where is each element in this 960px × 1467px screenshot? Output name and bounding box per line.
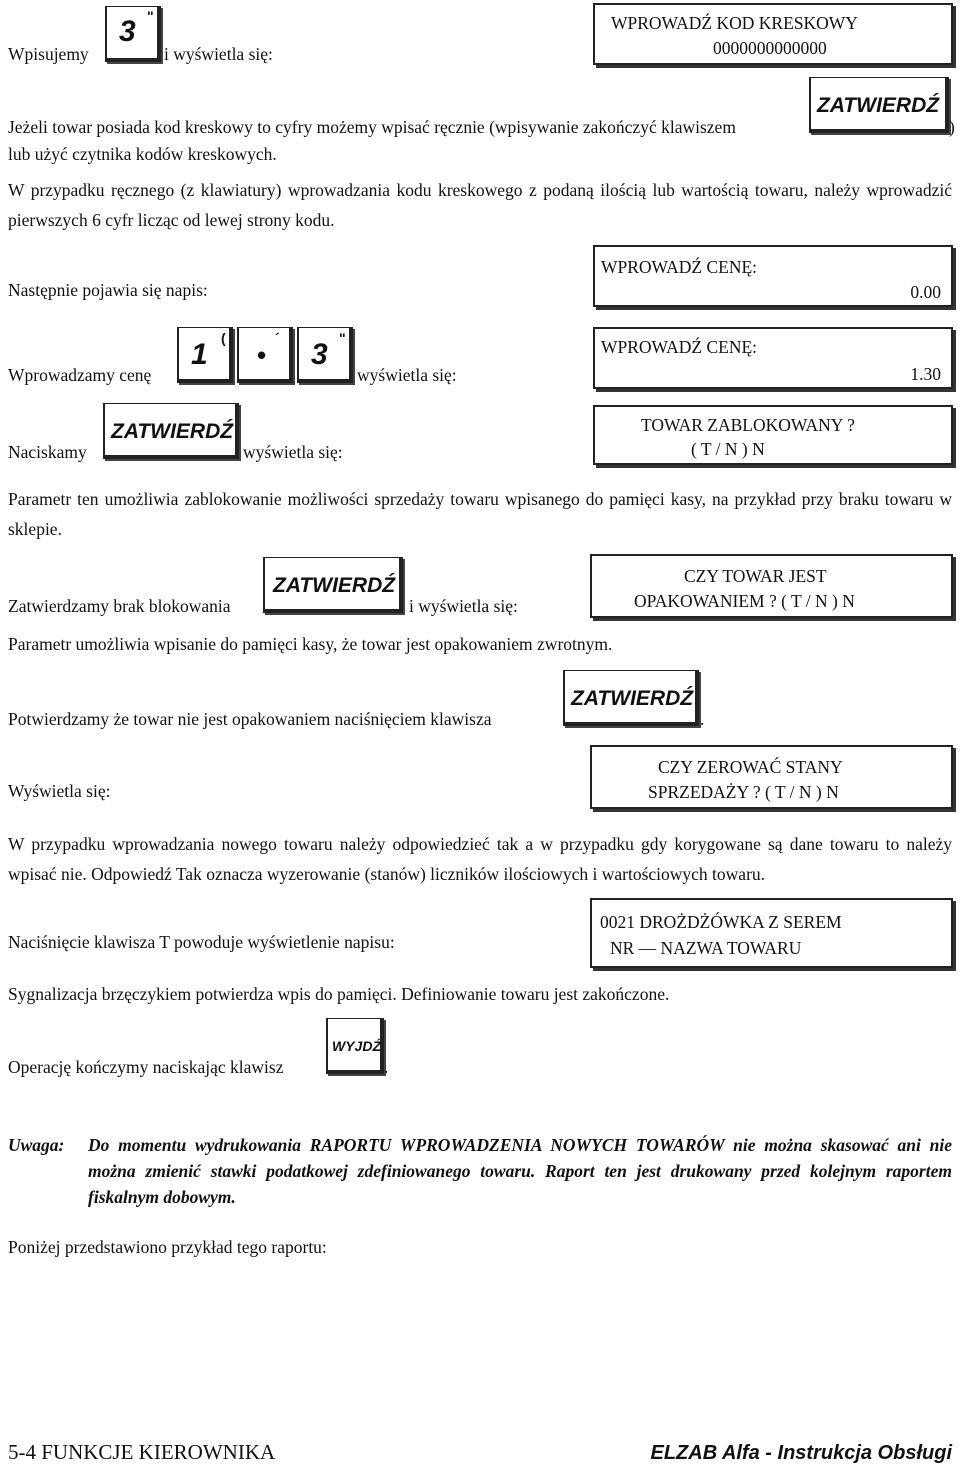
display-line-1: CZY TOWAR JEST	[684, 566, 827, 586]
display-packaging	[590, 554, 953, 618]
step1-suffix: i wyświetla się:	[164, 44, 273, 64]
para7: Poniżej przedstawiono przykład tego raportu:	[8, 1237, 327, 1257]
display-line-1: WPROWADŹ CENĘ:	[601, 257, 758, 277]
step6-prefix: Potwierdzamy że towar nie jest opakowaniem naciśnięciem klawisza	[8, 709, 492, 729]
display-line-2: OPAKOWANIEM ? ( T / N ) N	[634, 591, 855, 611]
key-label: •	[257, 340, 267, 370]
display-item-name	[590, 898, 953, 968]
display-price-empty	[593, 245, 953, 307]
display-barcode	[593, 3, 953, 65]
key-mark: "	[339, 330, 346, 346]
display-line-2: 0000000000000	[713, 38, 827, 58]
footer-manual-title: ELZAB Alfa - Instrukcja Obsługi	[650, 1442, 952, 1464]
zatwierdz-key	[809, 77, 949, 133]
display-line-1: TOWAR ZABLOKOWANY ?	[641, 415, 855, 435]
display-reset-sales	[590, 745, 953, 809]
footer-section: 5-4 FUNKCJE KIEROWNIKA	[8, 1440, 276, 1464]
para3: Parametr ten umożliwia zablokowanie możliwości sprzedaży towaru wpisanego do pamięci kasy, na przykład przy braku towaru w sklepie.	[8, 489, 952, 539]
zatwierdz-key	[263, 557, 403, 613]
display-value: 0.00	[910, 282, 941, 302]
key-label: 3	[311, 338, 328, 371]
step5-suffix: i wyświetla się:	[409, 596, 518, 616]
key-mark: "	[147, 8, 154, 24]
step7-text: Wyświetla się:	[8, 781, 111, 801]
step4-suffix: wyświetla się:	[243, 442, 343, 462]
para1-text: Jeżeli towar posiada kod kreskowy to cyfry możemy wpisać ręcznie (wpisywanie zakończyć klawiszem	[8, 117, 736, 137]
step1-prefix: Wpisujemy	[8, 44, 89, 64]
key-label: ZATWIERDŹ	[111, 420, 234, 443]
zatwierdz-key	[563, 670, 699, 726]
step4-prefix: Naciskamy	[8, 442, 87, 462]
wyjdz-key	[326, 1018, 384, 1074]
display-value: 1.30	[910, 364, 941, 384]
para1-close: )	[949, 117, 955, 137]
step9-prefix: Operację kończymy naciskając klawisz	[8, 1057, 284, 1077]
zatwierdz-key	[103, 403, 239, 459]
para5: W przypadku wprowadzania nowego towaru należy odpowiedzieć tak a w przypadku gdy korygowane są dane towaru to należy wpisać nie. Odpowiedź Tak oznacza wyzerowanie (stanów) liczników ilościowych i wartościowych towaru.	[8, 834, 952, 884]
key-3	[297, 327, 353, 383]
warning-note	[8, 1132, 952, 1210]
para1-text2: lub użyć czytnika kodów kreskowych.	[8, 144, 277, 164]
key-mark: (	[221, 330, 226, 346]
key-label: 1	[191, 338, 208, 371]
note-tag: Uwaga:	[8, 1135, 65, 1155]
display-line-1: WPROWADŹ CENĘ:	[601, 337, 758, 357]
step9-suffix: .	[384, 1057, 389, 1077]
display-line-1: WPROWADŹ KOD KRESKOWY	[611, 13, 858, 33]
step2-text: Następnie pojawia się napis:	[8, 280, 208, 300]
key-mark: ´	[275, 330, 280, 346]
key-3	[105, 6, 161, 62]
step3-suffix: wyświetla się:	[357, 365, 457, 385]
para2: W przypadku ręcznego (z klawiatury) wprowadzania kodu kreskowego z podaną ilością lub wartością towaru, należy wprowadzić pierwszych 6 cyfr licząc od lewej strony kodu.	[8, 180, 952, 230]
key-1	[177, 327, 233, 383]
display-price-entered	[593, 327, 953, 389]
display-line-2: ( T / N ) N	[691, 439, 765, 459]
step5-prefix: Zatwierdzamy brak blokowania	[8, 596, 231, 616]
key-label: ZATWIERDŹ	[817, 94, 940, 117]
step8-text: Naciśnięcie klawisza T powoduje wyświetlenie napisu:	[8, 932, 395, 952]
step3-prefix: Wprowadzamy cenę	[8, 365, 152, 385]
display-line-1: 0021 DROŻDŻÓWKA Z SEREM	[600, 912, 842, 932]
note-body: Do momentu wydrukowania RAPORTU WPROWADZENIA NOWYCH TOWARÓW nie można skasować ani nie można zmienić stawki podatkowej zdefiniowanego towaru. Raport ten jest drukowany przed kolejnym raportem fiskalnym dobowym.	[88, 1135, 952, 1207]
para4: Parametr umożliwia wpisanie do pamięci kasy, że towar jest opakowaniem zwrotnym.	[8, 634, 613, 654]
key-label: WYJDŹ	[332, 1038, 381, 1054]
step6-suffix: .	[700, 709, 705, 729]
display-line-1: CZY ZEROWAĆ STANY	[658, 757, 843, 777]
display-line-2: SPRZEDAŻY ? ( T / N ) N	[648, 782, 839, 802]
page-footer	[8, 1440, 952, 1466]
display-line-2: NR — NAZWA TOWARU	[610, 938, 802, 958]
key-dot	[237, 327, 293, 383]
para6: Sygnalizacja brzęczykiem potwierdza wpis do pamięci. Definiowanie towaru jest zakończone.	[8, 984, 670, 1004]
display-blocked	[593, 405, 953, 465]
key-label: 3	[119, 15, 136, 48]
key-label: ZATWIERDŹ	[571, 687, 694, 710]
key-label: ZATWIERDŹ	[273, 574, 396, 597]
